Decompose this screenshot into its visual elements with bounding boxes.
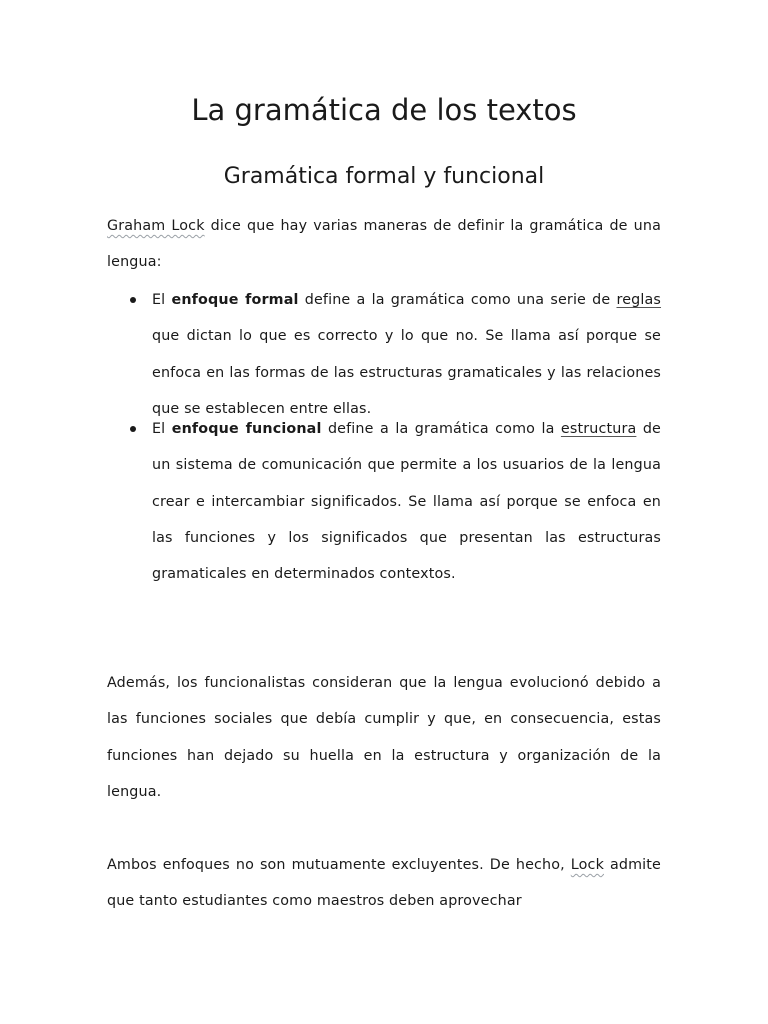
bullet-prefix: El: [152, 292, 172, 308]
list-item-formal: [152, 282, 661, 427]
bullet-term: enfoque formal: [171, 292, 299, 308]
intro-paragraph: [107, 208, 661, 281]
document-subtitle: Gramática formal y funcional: [223, 164, 545, 189]
bullet-term: enfoque funcional: [171, 421, 322, 437]
bullet-suffix: de un sistema de comunicación que permite a los usuarios de la lengua crear e intercambiar significados. Se llama así porque se enfoca en las funciones y los significados que presentan las estructuras gramaticales en determinados contextos.: [152, 421, 661, 583]
bullet-middle: define a la gramática como una serie de: [298, 292, 617, 308]
paragraph3-before: Ambos enfoques no son mutuamente excluyentes. De hecho,: [107, 857, 571, 873]
bullet-middle: define a la gramática como la: [321, 421, 561, 437]
author-name-lock[interactable]: Lock: [570, 857, 604, 873]
list-item-funcional: [152, 411, 661, 592]
bullet-list-1: [152, 282, 661, 427]
link-estructura[interactable]: estructura: [560, 421, 637, 437]
intro-text: dice que hay varias maneras de definir la gramática de una lengua:: [107, 218, 661, 271]
link-reglas[interactable]: reglas: [616, 292, 662, 308]
bullet-suffix: que dictan lo que es correcto y lo que no. Se llama así porque se enfoca en las formas de las estructuras gramaticales y las relaciones que se establecen entre ellas.: [152, 328, 661, 417]
bullet-prefix: El: [152, 421, 172, 437]
paragraph3-after: admite que tanto estudiantes como maestros deben aprovechar: [107, 857, 661, 910]
bullet-dot-icon: [130, 297, 136, 303]
paragraph-funcionalistas: Además, los funcionalistas consideran que la lengua evolucionó debido a las funciones sociales que debía cumplir y que, en consecuencia, estas funciones han dejado su huella en la estructura y organización de la lengua.: [107, 675, 661, 800]
paragraph-ambos-enfoques: [107, 847, 661, 920]
document-title: La gramática de los textos: [191, 93, 577, 127]
author-name[interactable]: Graham Lock: [107, 218, 205, 234]
bullet-dot-icon: [130, 426, 136, 432]
bullet-list-2: [152, 411, 661, 592]
